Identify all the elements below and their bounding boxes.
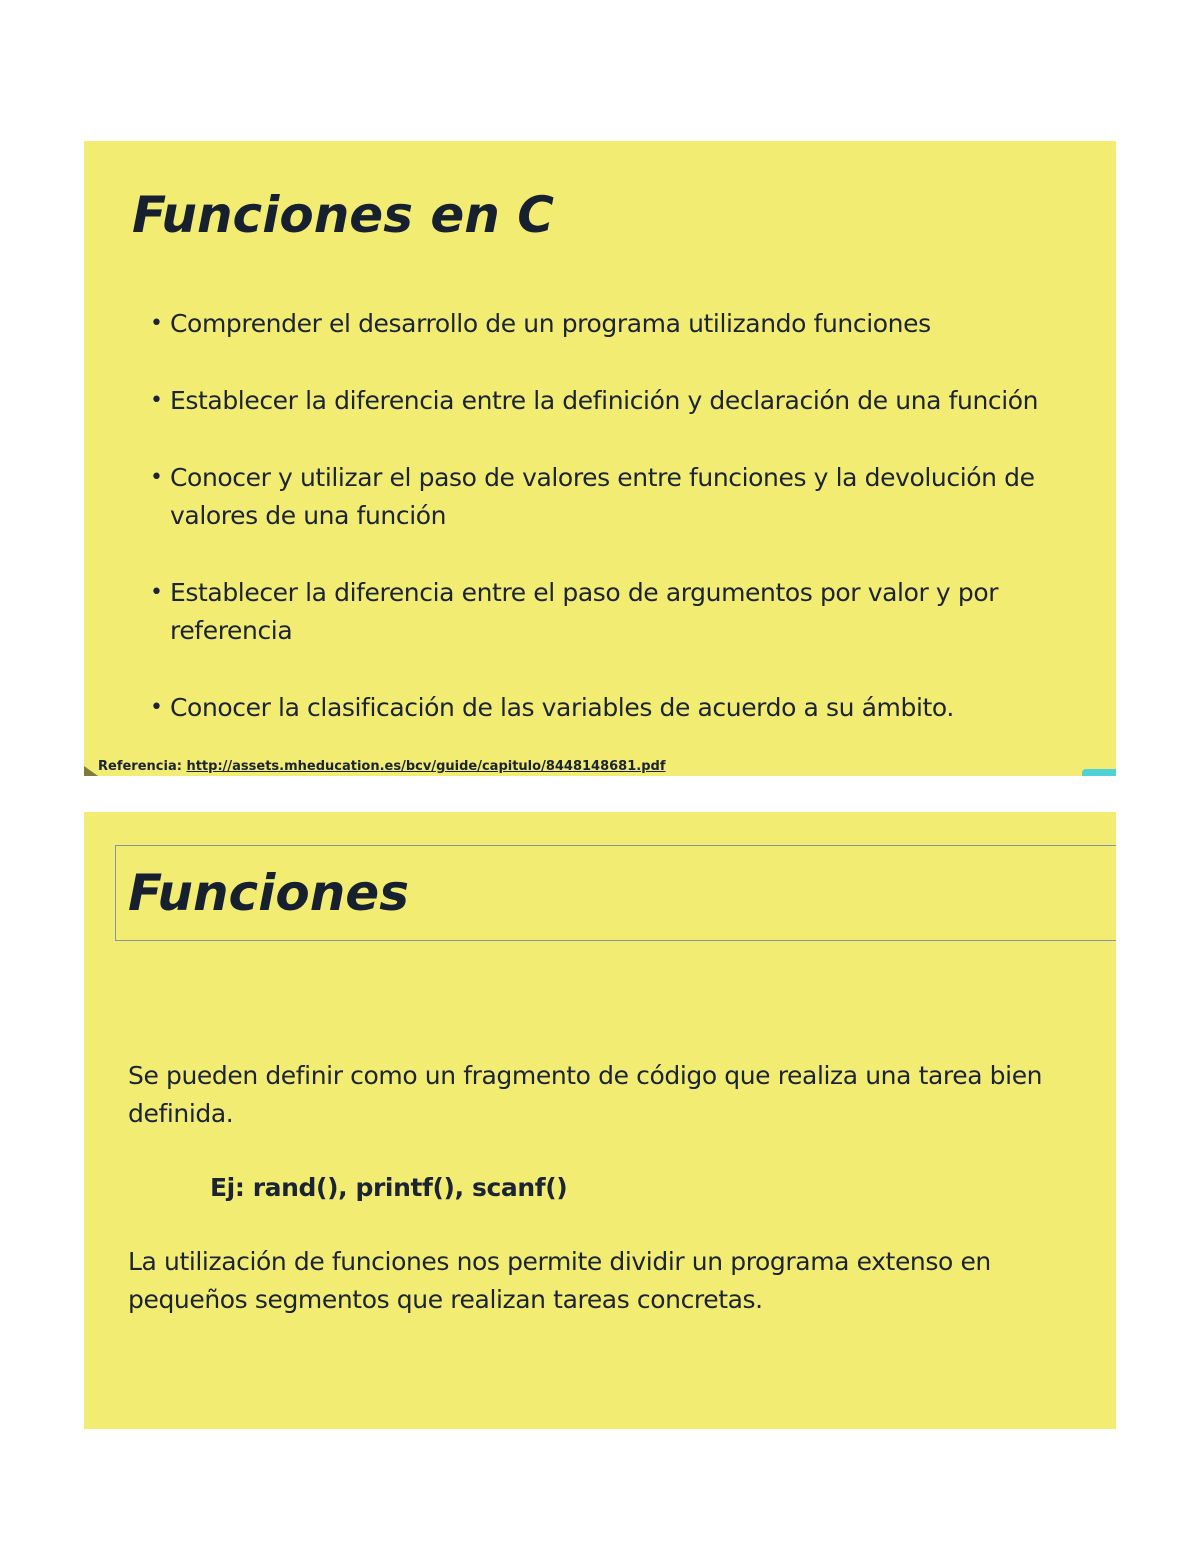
list-item [150, 305, 1110, 343]
bullet-icon: • [150, 388, 163, 413]
list-item-text: Establecer la diferencia entre el paso de argumentos por valor y por referencia [170, 578, 999, 645]
list-item-text: Establecer la diferencia entre la definición y declaración de una función [170, 386, 1039, 415]
corner-decoration [84, 766, 98, 776]
list-item [150, 459, 1110, 535]
list-item-text: Conocer la clasificación de las variables de acuerdo a su ámbito. [170, 693, 954, 722]
list-item [150, 382, 1110, 420]
list-item-text: Comprender el desarrollo de un programa utilizando funciones [170, 309, 931, 338]
slide-title: Funciones [128, 864, 409, 922]
teal-accent-tab [1082, 769, 1116, 776]
bullet-icon: • [150, 311, 163, 336]
bullet-icon: • [150, 695, 163, 720]
list-item [150, 574, 1110, 650]
slide-funciones [84, 812, 1116, 1429]
reference-label: Referencia: [98, 759, 187, 774]
example-line: Ej: rand(), printf(), scanf() [210, 1173, 568, 1202]
reference-note [98, 759, 665, 774]
bullet-icon: • [150, 580, 163, 605]
definition-paragraph: Se pueden definir como un fragmento de código que realiza una tarea bien definida. [128, 1061, 1043, 1128]
bullet-icon: • [150, 465, 163, 490]
usage-paragraph: La utilización de funciones nos permite dividir un programa extenso en pequeños segmentos que realizan tareas concretas. [128, 1247, 991, 1314]
list-item [150, 689, 1110, 727]
slide-funciones-en-c [84, 141, 1116, 776]
objectives-list [150, 305, 1110, 766]
reference-link[interactable]: http://assets.mheducation.es/bcv/guide/capitulo/8448148681.pdf [186, 759, 666, 774]
slide-title: Funciones en C [132, 186, 554, 244]
list-item-text: Conocer y utilizar el paso de valores entre funciones y la devolución de valores de una función [170, 463, 1035, 530]
